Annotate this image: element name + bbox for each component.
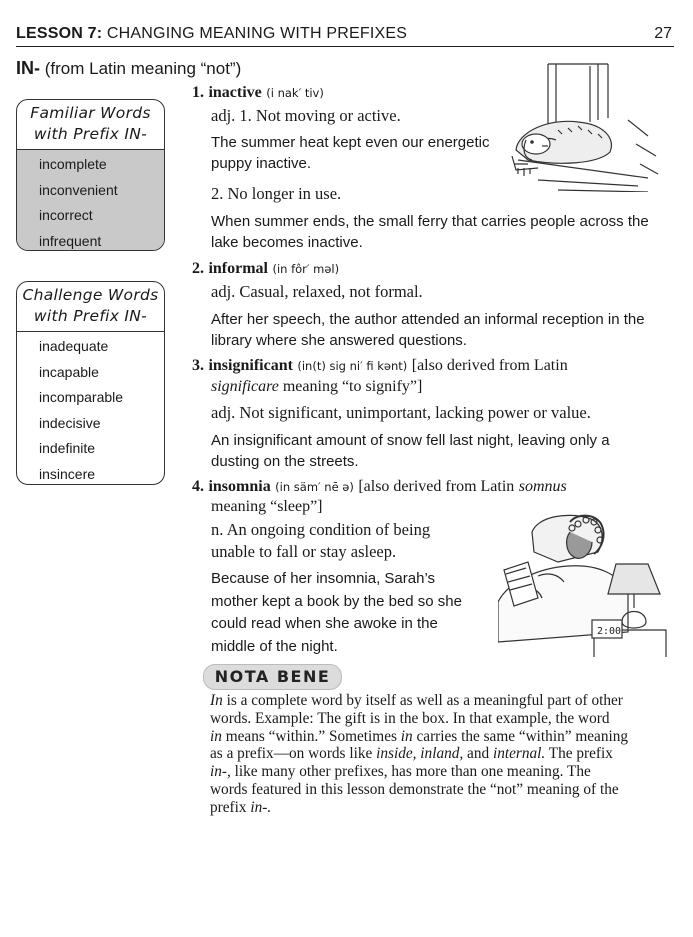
- entry-number: 2.: [192, 260, 204, 277]
- entry-inactive-example-2: [211, 211, 649, 253]
- prefix-label: IN-: [16, 58, 40, 78]
- entry-inactive-definition-1: adj. 1. Not moving or active.: [211, 106, 401, 125]
- entry-number: 4.: [192, 478, 204, 495]
- example-line: An insignificant amount of snow fell last night, leaving only a: [211, 432, 610, 449]
- page-header: [16, 24, 674, 47]
- nota-bene-text: [210, 692, 674, 817]
- prefix-heading: [16, 58, 241, 79]
- example-line: library where she answered questions.: [211, 332, 467, 349]
- entry-insomnia-headword: [192, 478, 567, 496]
- entry-inactive-headword: [192, 84, 324, 102]
- list-item: indefinite: [39, 440, 96, 456]
- entry-informal-example: [211, 309, 645, 351]
- etymology-meaning: meaning “to signify”]: [282, 378, 423, 395]
- entry-pronunciation: (in fôr′ məl): [272, 262, 340, 276]
- familiar-words-box: [16, 99, 165, 251]
- entry-inactive-example-1: [211, 132, 489, 174]
- list-item: incorrect: [39, 207, 93, 223]
- entry-etymology: [also derived from Latin: [411, 357, 568, 374]
- nota-bene-line: words featured in this lesson demonstrate the “not” meaning of the: [210, 780, 619, 798]
- list-item: infrequent: [39, 232, 102, 249]
- familiar-title-line2: with Prefix IN-: [33, 125, 148, 143]
- etymology-latin-word: somnus: [518, 478, 567, 495]
- entry-insignificant-etymology-cont: [211, 378, 422, 396]
- entry-pronunciation: (i nak′ tiv): [266, 86, 324, 100]
- nota-bene-line: in-, like many other prefixes, has more than one meaning. The: [210, 763, 591, 781]
- woman-reading-in-bed-illustration: [498, 512, 668, 657]
- page-number: 27: [654, 25, 672, 42]
- etymology-latin-word: significare: [211, 378, 279, 395]
- challenge-words-list: [17, 332, 164, 485]
- entry-pronunciation: (in(t) sig ni′ fi kənt): [297, 359, 408, 373]
- familiar-title-line1: Familiar Words: [30, 104, 151, 122]
- entry-pronunciation: (in säm′ nē ə): [275, 480, 354, 494]
- sleeping-dog-illustration: [498, 60, 660, 192]
- entry-insomnia-definition: [211, 519, 430, 563]
- example-line: could read when she awoke in the: [211, 615, 438, 632]
- entry-insignificant-definition: adj. Not significant, unimportant, lacking power or value.: [211, 403, 591, 422]
- list-item: inadequate: [39, 338, 109, 354]
- entry-word: inactive: [208, 84, 262, 101]
- lesson-label: LESSON 7:: [16, 25, 103, 42]
- lesson-title: [16, 25, 407, 43]
- example-line: dusting on the streets.: [211, 453, 359, 470]
- nota-bene-line: in means “within.” Sometimes in carries the same “within” meaning: [210, 727, 629, 745]
- entry-insignificant-example: [211, 430, 610, 472]
- lesson-title-text: CHANGING MEANING WITH PREFIXES: [106, 25, 408, 42]
- nota-bene-line: In is a complete word by itself as well as a meaningful part of other: [210, 692, 623, 709]
- example-line: After her speech, the author attended an informal reception in the: [211, 311, 645, 328]
- nota-bene-line: prefix in-.: [210, 798, 272, 816]
- list-item: incapable: [39, 363, 99, 380]
- example-line: mother kept a book by the bed so she: [211, 592, 462, 610]
- example-line: Because of her insomnia, Sarah’s: [211, 570, 436, 587]
- entry-number: 1.: [192, 84, 204, 101]
- example-line: The summer heat kept even our energetic: [211, 134, 490, 151]
- list-item: incomparable: [39, 389, 124, 405]
- list-item: insincere: [39, 465, 96, 482]
- nota-bene-badge: NOTA BENE: [203, 664, 342, 690]
- definition-line: n. An ongoing condition of being: [211, 520, 431, 539]
- challenge-words-title: [17, 282, 164, 332]
- entry-insomnia-example: [211, 568, 462, 658]
- entry-insomnia-etymology-cont: meaning “sleep”]: [211, 498, 323, 515]
- entry-informal-definition: adj. Casual, relaxed, not formal.: [211, 282, 423, 301]
- example-line: puppy inactive.: [211, 155, 312, 172]
- nota-bene-line: words. Example: The gift is in the box. In that example, the word: [210, 709, 610, 727]
- clock-display: 2:00: [597, 626, 622, 637]
- entry-inactive-definition-2: 2. No longer in use.: [211, 184, 342, 203]
- entry-number: 3.: [192, 357, 204, 374]
- familiar-words-title: [17, 100, 164, 150]
- familiar-words-list: [17, 150, 164, 251]
- list-item: indecisive: [39, 414, 101, 431]
- definition-line: unable to fall or stay asleep.: [211, 542, 397, 561]
- example-line: middle of the night.: [211, 637, 338, 655]
- list-item: inconvenient: [39, 181, 118, 198]
- example-line: lake becomes inactive.: [211, 234, 363, 251]
- entry-word: insignificant: [208, 357, 293, 374]
- nota-bene-line: as a prefix—on words like inside, inland, and internal. The prefix: [210, 745, 613, 763]
- prefix-meaning: (from Latin meaning “not”): [44, 59, 242, 78]
- challenge-words-box: [16, 281, 165, 485]
- challenge-title-line2: with Prefix IN-: [33, 307, 148, 325]
- list-item: incomplete: [39, 156, 107, 172]
- entry-etymology: [also derived from Latin: [358, 478, 515, 495]
- entry-informal-headword: [192, 260, 339, 278]
- entry-word: insomnia: [208, 478, 271, 495]
- entry-insignificant-headword: [192, 357, 568, 375]
- entry-word: informal: [208, 260, 268, 277]
- challenge-title-line1: Challenge Words: [22, 286, 159, 304]
- example-line: When summer ends, the small ferry that carries people across the: [211, 213, 649, 230]
